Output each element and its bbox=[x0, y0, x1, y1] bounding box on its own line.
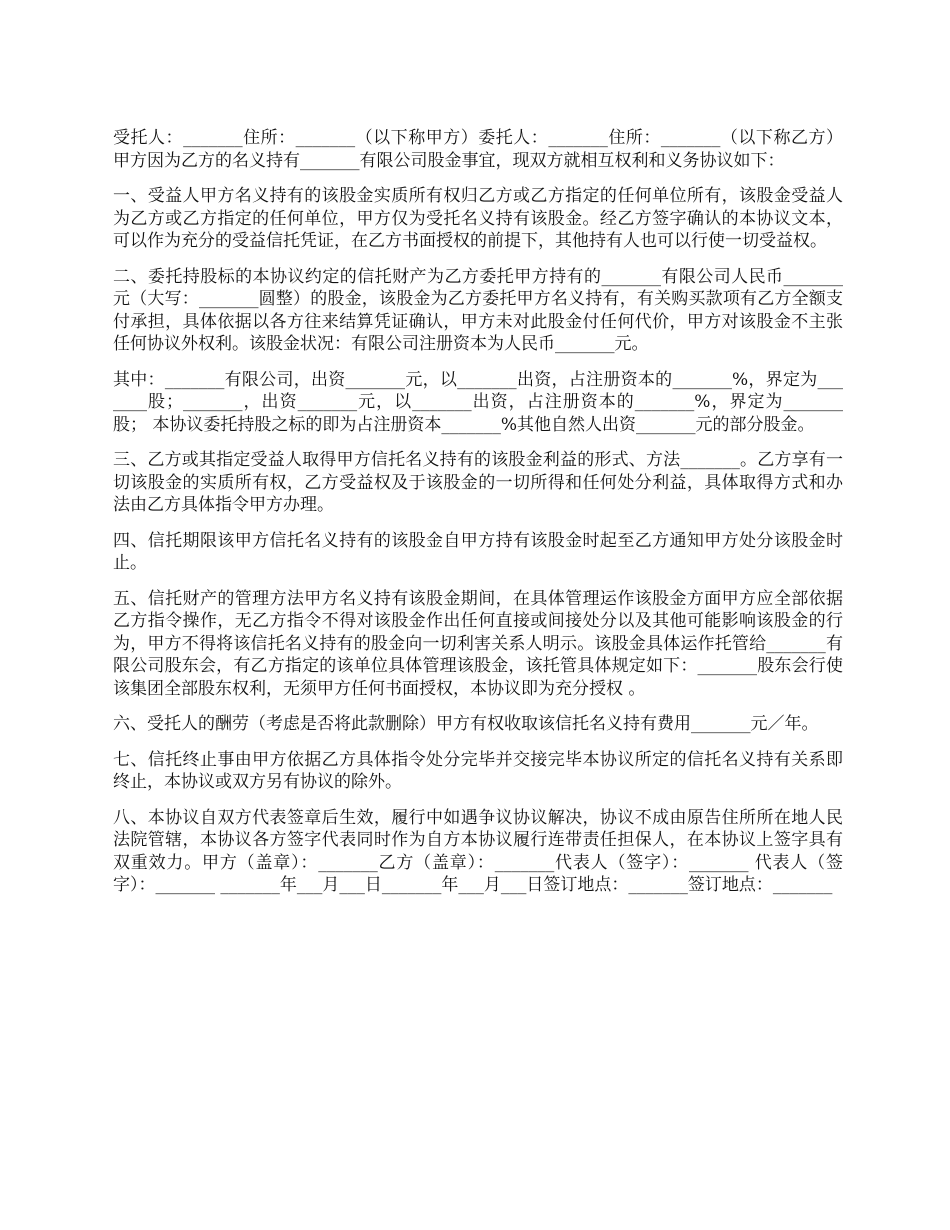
clause-5-paragraph: 五、信托财产的管理方法甲方名义持有该股金期间，在具体管理运作该股金方面甲方应全部依据乙方指令操作，无乙方指令不得对该股金作出任何直接或间接处分以及其他可能影响该股金的行为，甲方不得将该信托名义持有的股金向一切利害关系人明示。该股金具体运作托管给_______有限公司股东会，有乙方指定的该单位具体管理该股金，该托管具体规定如下：_______股东会行使该集团全部股东权利，无须甲方任何书面授权，本协议即为充分授权 。 bbox=[113, 588, 843, 699]
clause-4-paragraph: 四、信托期限该甲方信托名义持有的该股金自甲方持有该股金时起至乙方通知甲方处分该股金时止。 bbox=[113, 530, 843, 573]
clause-7-paragraph: 七、信托终止事由甲方依据乙方具体指令处分完毕并交接完毕本协议所定的信托名义持有关系即终止，本协议或双方另有协议的除外。 bbox=[113, 749, 843, 792]
preamble-paragraph: 受托人：_______住所：_______（以下称甲方）委托人：_______住所：_______（以下称乙方）甲方因为乙方的名义持有_______有限公司股金事宜，现双方就相互权利和义务协议如下： bbox=[113, 128, 843, 171]
clause-6-paragraph: 六、受托人的酬劳（考虑是否将此款删除）甲方有权收取该信托名义持有费用_______元／年。 bbox=[113, 714, 819, 734]
capital-details-paragraph: 其中：_______有限公司，出资_______元，以_______出资，占注册资本的_______%，界定为_______股；_______，出资_______元，以_______出资，占注册资本的_______%，界定为_______股； 本协议委托持股之标的即为占注册资本_______%其他自然人出资_______元的部分股金。 bbox=[113, 369, 843, 435]
clause-8-signature-paragraph: 八、本协议自双方代表签章后生效，履行中如遇争议协议解决，协议不成由原告住所所在地人民法院管辖，本协议各方签字代表同时作为自方本协议履行连带责任担保人，在本协议上签字具有双重效力。甲方（盖章）：_______乙方（盖章）：_______代表人（签字）：_______ 代表人（签字）：_______ _______年___月___日_______年___月___日签订地点：_______签订地点：_______ bbox=[113, 807, 843, 895]
clause-1-paragraph: 一、受益人甲方名义持有的该股金实质所有权归乙方或乙方指定的任何单位所有，该股金受益人为乙方或乙方指定的任何单位，甲方仅为受托名义持有该股金。经乙方签字确认的本协议文本，可以作为充分的受益信托凭证，在乙方书面授权的前提下，其他持有人也可以行使一切受益权。 bbox=[113, 186, 843, 251]
clause-2-paragraph: 二、委托持股标的本协议约定的信托财产为乙方委托甲方持有的_______有限公司人民币_______元（大写：_______圆整）的股金，该股金为乙方委托甲方名义持有，有关购买款项有乙方全额支付承担，具体依据以各方往来结算凭证确认，甲方未对此股金付任何代价，甲方对该股金不主张任何协议外权利。该股金状况：有限公司注册资本为人民币_______元。 bbox=[113, 266, 843, 354]
clause-3-paragraph: 三、乙方或其指定受益人取得甲方信托名义持有的该股金利益的形式、方法_______。乙方享有一切该股金的实质所有权，乙方受益权及于该股金的一切所得和任何处分利益，具体取得方式和办法由乙方具体指令甲方办理。 bbox=[113, 450, 843, 515]
document-body bbox=[113, 127, 843, 910]
